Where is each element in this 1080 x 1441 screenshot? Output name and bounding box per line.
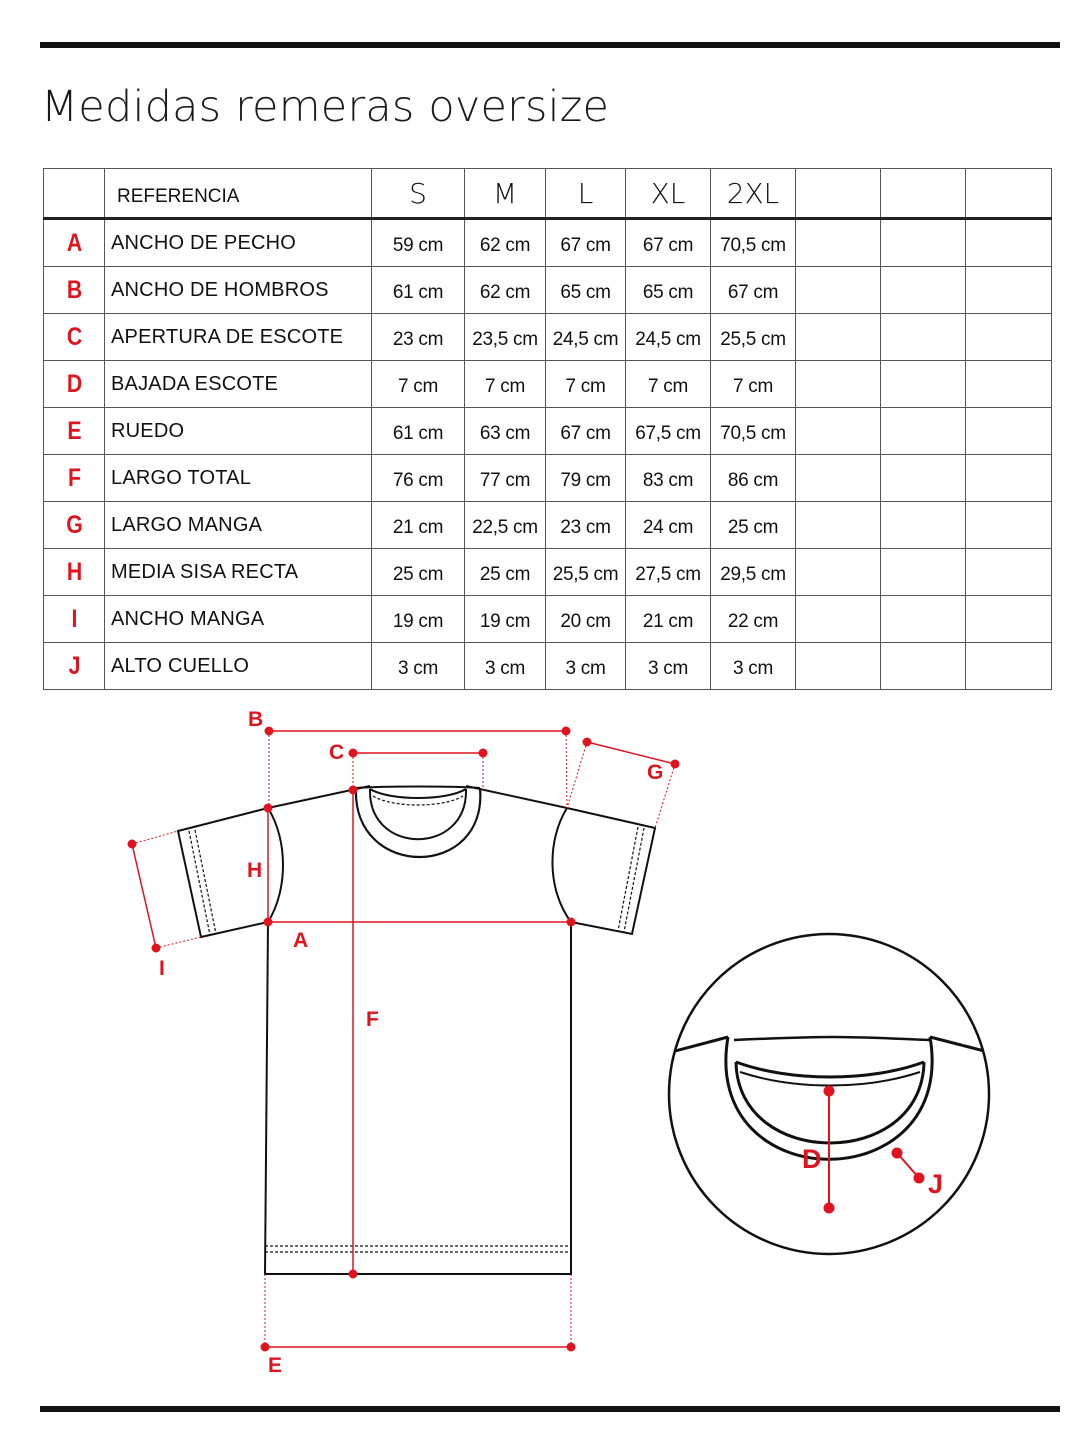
size-value-cell: 76 cm <box>372 455 465 502</box>
size-value-cell: 22,5 cm <box>465 502 546 549</box>
size-value-cell: 67 cm <box>626 219 711 267</box>
measure-i-line <box>132 844 156 948</box>
bottom-rule <box>40 1406 1060 1412</box>
size-header: S <box>372 169 465 219</box>
label-j: J <box>928 1169 944 1199</box>
collar-top <box>356 787 480 789</box>
size-value-cell: 23,5 cm <box>465 314 546 361</box>
size-value-cell: 67 cm <box>546 219 626 267</box>
size-value-cell: 61 cm <box>372 408 465 455</box>
size-value-cell: 67 cm <box>546 408 626 455</box>
size-value-cell: 23 cm <box>372 314 465 361</box>
size-value-cell: 24,5 cm <box>626 314 711 361</box>
guide-line <box>566 731 567 808</box>
right-armhole <box>552 808 571 922</box>
label-b: B <box>248 708 264 731</box>
measure-point <box>914 1173 924 1183</box>
measure-point <box>265 727 273 735</box>
label-d: D <box>802 1144 822 1174</box>
measure-point <box>671 760 679 768</box>
size-value-cell: 29,5 cm <box>711 549 796 596</box>
size-value-cell: 62 cm <box>465 267 546 314</box>
measure-letter: F <box>48 455 100 502</box>
measure-point <box>479 749 487 757</box>
shirt-body <box>265 922 571 1274</box>
measure-point <box>128 840 136 848</box>
label-e: E <box>268 1354 283 1377</box>
right-sleeve <box>567 808 655 934</box>
measure-letter: G <box>48 502 100 549</box>
guide-line <box>132 831 178 844</box>
size-value-cell: 3 cm <box>711 643 796 690</box>
measure-label: ALTO CUELLO <box>105 643 372 690</box>
size-value-cell: 19 cm <box>465 596 546 643</box>
measure-point <box>264 804 272 812</box>
measure-point <box>152 944 160 952</box>
size-value-cell: 25 cm <box>711 502 796 549</box>
size-value-cell: 65 cm <box>546 267 626 314</box>
size-value-cell: 70,5 cm <box>711 408 796 455</box>
label-c: C <box>329 741 345 764</box>
label-h: H <box>247 859 263 882</box>
measure-letter: I <box>48 596 100 643</box>
collar-inner <box>370 789 466 839</box>
size-value-cell: 22 cm <box>711 596 796 643</box>
size-value-cell: 27,5 cm <box>626 549 711 596</box>
measure-point <box>349 1270 357 1278</box>
sleeve-stitch <box>195 830 216 934</box>
size-value-cell: 25,5 cm <box>546 549 626 596</box>
measure-letter: J <box>48 643 100 690</box>
size-value-cell: 67 cm <box>711 267 796 314</box>
size-header: 2XL <box>711 169 796 219</box>
size-value-cell: 62 cm <box>465 219 546 267</box>
size-value-cell: 24 cm <box>626 502 711 549</box>
measure-label: LARGO TOTAL <box>105 455 372 502</box>
measure-point <box>583 738 591 746</box>
measure-letter: B <box>48 267 100 314</box>
size-value-cell: 67,5 cm <box>626 408 711 455</box>
size-value-cell: 19 cm <box>372 596 465 643</box>
measure-point <box>562 727 570 735</box>
size-value-cell: 3 cm <box>465 643 546 690</box>
size-value-cell: 7 cm <box>465 361 546 408</box>
size-value-cell: 21 cm <box>626 596 711 643</box>
size-value-cell: 23 cm <box>546 502 626 549</box>
measure-letter: H <box>48 549 100 596</box>
size-value-cell: 25 cm <box>465 549 546 596</box>
size-value-cell: 63 cm <box>465 408 546 455</box>
measure-point <box>261 1343 269 1351</box>
guide-line <box>156 937 201 948</box>
page-title: Medidas remeras oversize <box>41 82 610 132</box>
size-value-cell: 77 cm <box>465 455 546 502</box>
measure-label: ANCHO DE PECHO <box>105 219 372 267</box>
size-value-cell: 3 cm <box>626 643 711 690</box>
reference-header: REFERENCIA <box>105 169 372 219</box>
size-value-cell: 70,5 cm <box>711 219 796 267</box>
guide-line <box>567 742 587 808</box>
measure-letter: D <box>48 361 100 408</box>
size-value-cell: 86 cm <box>711 455 796 502</box>
measure-label: APERTURA DE ESCOTE <box>105 314 372 361</box>
size-value-cell: 21 cm <box>372 502 465 549</box>
sleeve-stitch <box>624 828 644 932</box>
measure-point <box>349 786 357 794</box>
measure-point <box>824 1203 834 1213</box>
size-value-cell: 79 cm <box>546 455 626 502</box>
size-value-cell: 25 cm <box>372 549 465 596</box>
size-header: M <box>465 169 546 219</box>
measure-point <box>892 1148 902 1158</box>
measure-label: ANCHO DE HOMBROS <box>105 267 372 314</box>
measure-point <box>349 749 357 757</box>
measure-point <box>567 1343 575 1351</box>
measure-label: ANCHO MANGA <box>105 596 372 643</box>
size-header: L <box>546 169 626 219</box>
size-value-cell: 3 cm <box>372 643 465 690</box>
label-f: F <box>366 1008 379 1031</box>
label-a: A <box>293 929 309 952</box>
size-value-cell: 25,5 cm <box>711 314 796 361</box>
measure-letter: E <box>48 408 100 455</box>
measure-letter: A <box>48 219 100 267</box>
sleeve-stitch <box>618 827 638 931</box>
measure-point <box>824 1086 834 1096</box>
size-value-cell: 7 cm <box>372 361 465 408</box>
size-value-cell: 59 cm <box>372 219 465 267</box>
label-g: G <box>647 761 664 784</box>
size-value-cell: 3 cm <box>546 643 626 690</box>
size-value-cell: 65 cm <box>626 267 711 314</box>
size-value-cell: 61 cm <box>372 267 465 314</box>
size-value-cell: 24,5 cm <box>546 314 626 361</box>
measure-label: LARGO MANGA <box>105 502 372 549</box>
left-armhole <box>268 808 283 922</box>
size-value-cell: 7 cm <box>626 361 711 408</box>
collar-back <box>370 789 466 798</box>
measure-point <box>567 918 575 926</box>
measure-lines <box>128 727 679 1351</box>
size-value-cell: 83 cm <box>626 455 711 502</box>
size-header: XL <box>626 169 711 219</box>
measure-label: BAJADA ESCOTE <box>105 361 372 408</box>
size-value-cell: 7 cm <box>546 361 626 408</box>
measure-label: MEDIA SISA RECTA <box>105 549 372 596</box>
size-value-cell: 20 cm <box>546 596 626 643</box>
sleeve-stitch <box>189 831 210 935</box>
measure-letter: C <box>48 314 100 361</box>
measure-label: RUEDO <box>105 408 372 455</box>
size-value-cell: 7 cm <box>711 361 796 408</box>
label-i: I <box>159 957 165 980</box>
